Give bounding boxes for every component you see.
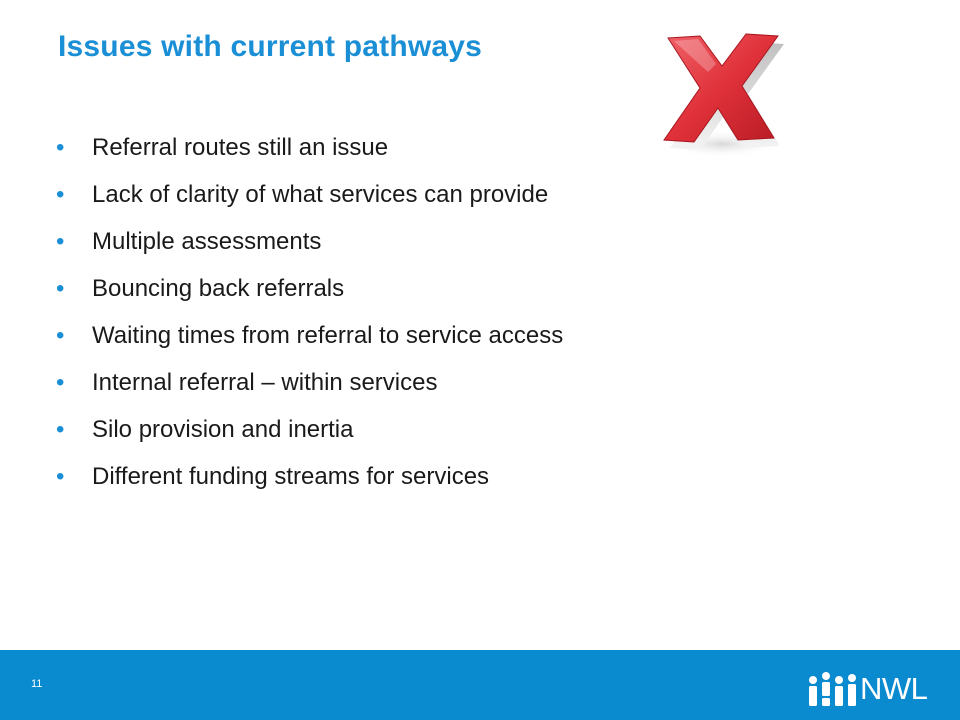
bullet-dot: • <box>56 463 65 490</box>
bullet-list <box>56 124 563 500</box>
list-item <box>56 265 563 312</box>
list-item-text: Lack of clarity of what services can provide <box>92 181 549 208</box>
bullet-dot: • <box>56 181 65 208</box>
list-item-text: Waiting times from referral to service access <box>92 322 564 349</box>
list-item <box>56 312 563 359</box>
list-item-text: Internal referral – within services <box>92 369 438 396</box>
list-item-text: Different funding streams for services <box>92 463 490 490</box>
bullet-dot: • <box>56 134 65 161</box>
red-cross-icon <box>650 26 790 166</box>
footer-bar <box>0 650 960 720</box>
nwl-logo <box>806 670 930 710</box>
list-item-text: Referral routes still an issue <box>92 134 389 161</box>
people-icon <box>806 670 860 710</box>
slide-title: Issues with current pathways <box>58 30 483 63</box>
list-item <box>56 406 563 453</box>
list-item-text: Silo provision and inertia <box>92 416 354 443</box>
list-item <box>56 218 563 265</box>
list-item <box>56 359 563 406</box>
page-number: 11 <box>31 678 43 690</box>
list-item <box>56 124 563 171</box>
bullet-dot: • <box>56 322 65 349</box>
list-item-text: Bouncing back referrals <box>92 275 345 302</box>
bullet-dot: • <box>56 228 65 255</box>
bullet-dot: • <box>56 275 65 302</box>
bullet-dot: • <box>56 369 65 396</box>
bullet-dot: • <box>56 416 65 443</box>
logo-text: NWL <box>860 671 928 706</box>
list-item <box>56 453 563 500</box>
list-item-text: Multiple assessments <box>92 228 322 255</box>
list-item <box>56 171 563 218</box>
